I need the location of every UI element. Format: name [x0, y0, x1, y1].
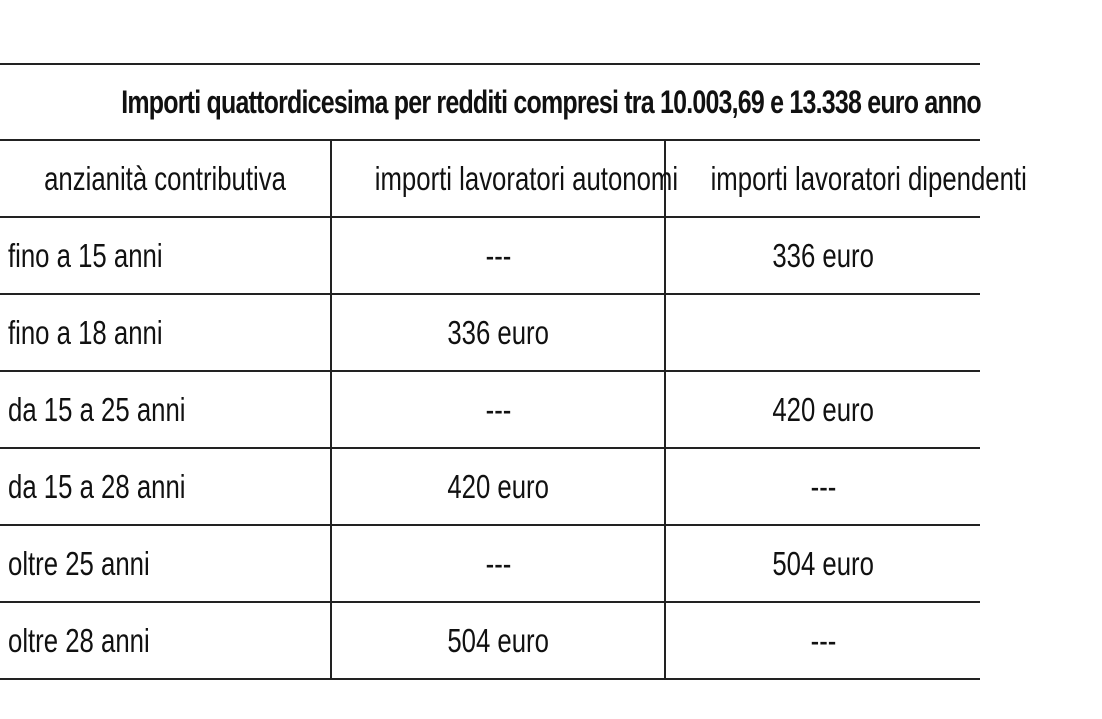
table-title: Importi quattordicesima per redditi compresi tra 10.003,69 e 13.338 euro anno: [121, 83, 981, 120]
cell-dipendenti: [665, 602, 980, 679]
cell-anzianita: [0, 448, 331, 525]
cell-anzianita: [0, 525, 331, 602]
table-row: [0, 525, 980, 602]
table-header-row: [0, 140, 980, 217]
cell-text: ---: [810, 467, 836, 505]
cell-text: fino a 15 anni: [8, 236, 163, 274]
cell-text: oltre 25 anni: [8, 544, 150, 582]
cell-text: oltre 28 anni: [8, 621, 150, 659]
cell-dipendenti: [665, 294, 980, 371]
table-row: [0, 217, 980, 294]
cell-anzianita: [0, 217, 331, 294]
cell-text: ---: [485, 236, 511, 274]
cell-autonomi: [331, 217, 665, 294]
table-row: [0, 294, 980, 371]
table-title-row: [0, 64, 980, 140]
header-autonomi-label: importi lavoratori autonomi: [374, 159, 679, 197]
cell-dipendenti: [665, 217, 980, 294]
cell-text: 504 euro: [447, 621, 549, 659]
cell-autonomi: [331, 602, 665, 679]
cell-text: 420 euro: [447, 467, 549, 505]
header-anzianita: [0, 140, 331, 217]
cell-text: 420 euro: [772, 390, 874, 428]
cell-text: ---: [485, 544, 511, 582]
table-title-cell: [0, 64, 980, 140]
cell-autonomi: [331, 525, 665, 602]
cell-text: 336 euro: [447, 313, 549, 351]
quattordicesima-table: [0, 63, 1027, 680]
cell-text: ---: [810, 621, 836, 659]
table-row: [0, 448, 980, 525]
cell-text: 504 euro: [772, 544, 874, 582]
cell-dipendenti: [665, 371, 980, 448]
cell-autonomi: [331, 294, 665, 371]
table-row: [0, 371, 980, 448]
header-dipendenti: [665, 140, 1027, 217]
cell-text: ---: [485, 390, 511, 428]
cell-anzianita: [0, 371, 331, 448]
header-dipendenti-label: importi lavoratori dipendenti: [710, 159, 1027, 197]
table-row: [0, 602, 980, 679]
cell-text: fino a 18 anni: [8, 313, 163, 351]
cell-dipendenti: [665, 525, 980, 602]
cell-anzianita: [0, 294, 331, 371]
cell-text: da 15 a 28 anni: [8, 467, 186, 505]
cell-autonomi: [331, 448, 665, 525]
cell-autonomi: [331, 371, 665, 448]
cell-text: da 15 a 25 anni: [8, 390, 186, 428]
header-autonomi: [331, 140, 679, 217]
quattordicesima-table-container: [0, 63, 1027, 680]
cell-text: 336 euro: [772, 236, 874, 274]
cell-anzianita: [0, 602, 331, 679]
header-anzianita-label: anzianità contributiva: [44, 159, 286, 197]
cell-dipendenti: [665, 448, 980, 525]
